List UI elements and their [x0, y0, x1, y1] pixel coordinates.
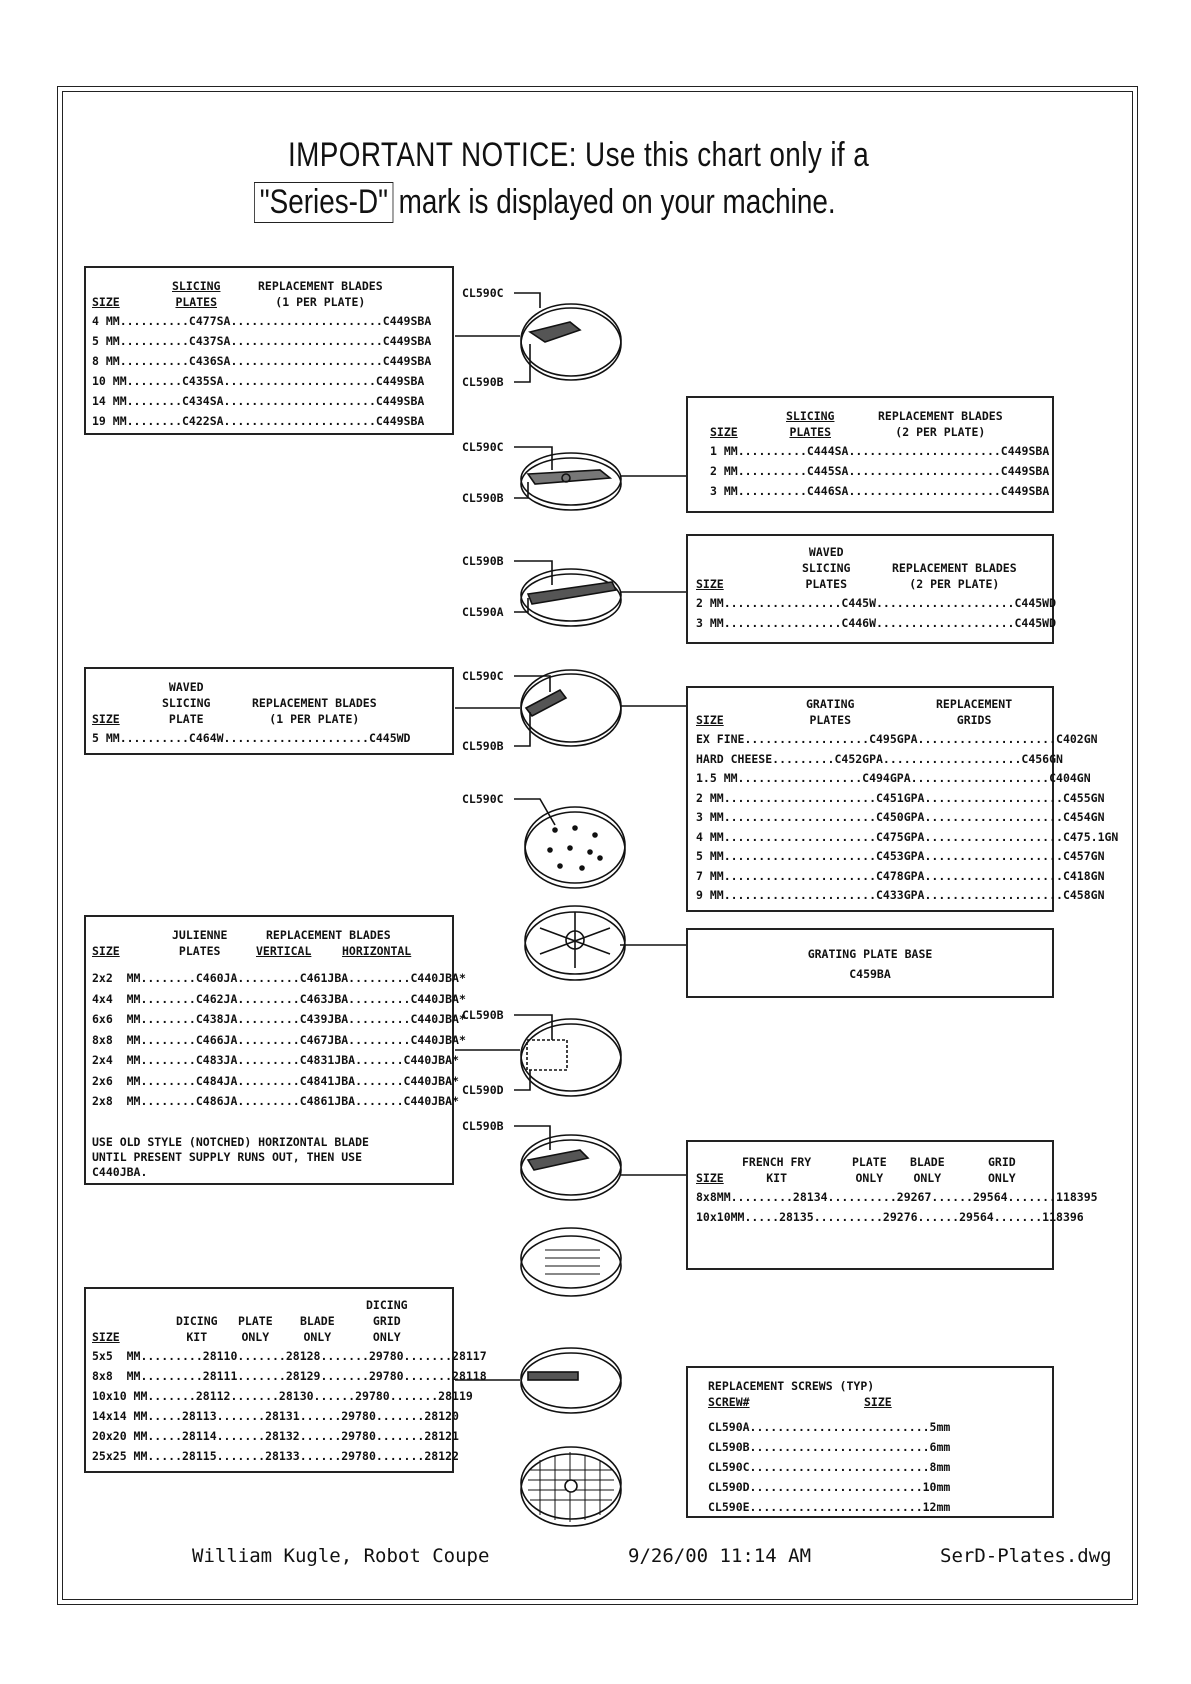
header-size: SIZE: [710, 425, 738, 439]
table-row: 14 MM........C434SA......................C449SBA: [92, 394, 425, 408]
header-size: SIZE: [92, 944, 120, 958]
header-blade: BLADE ONLY: [300, 1314, 335, 1344]
header-plates: JULIENNE PLATES: [172, 928, 228, 958]
table-row: 10x10MM.....28135..........29276......29564.......118396: [696, 1210, 1084, 1224]
footer-filename: SerD-Plates.dwg: [940, 1545, 1112, 1567]
julienne-plates-panel: [84, 915, 466, 1185]
header-plates: GRATING PLATES: [806, 697, 855, 727]
screws-panel: [686, 1366, 1054, 1518]
header-size: SIZE: [696, 713, 724, 727]
table-row: CL590B..........................6mm: [708, 1440, 951, 1454]
header-grids: REPLACEMENT GRIDS: [936, 697, 1013, 727]
table-row: EX FINE..................C495GPA....................C402GN: [696, 732, 1098, 746]
dicing-panel: [84, 1287, 487, 1473]
table-row: 1 MM..........C444SA......................C449SBA: [710, 444, 1050, 458]
label-cl590b: CL590B: [462, 491, 504, 505]
header-kit: DICING KIT: [176, 1314, 218, 1344]
table-row: 4 MM..........C477SA......................C449SBA: [92, 314, 432, 328]
table-row: 2x8 MM........C486JA.........C4861JBA.......C440JBA*: [92, 1094, 459, 1108]
header-size: SIZE: [864, 1395, 892, 1409]
waved-slicing-panel: [686, 534, 1057, 644]
waved-slicing-1-panel: [84, 667, 454, 755]
table-row: 8 MM..........C436SA......................C449SBA: [92, 354, 432, 368]
table-row: 25x25 MM.....28115.......28133......29780.......28122: [92, 1449, 459, 1463]
table-row: CL590C..........................8mm: [708, 1460, 951, 1474]
grating-plates-panel: [686, 686, 1119, 912]
slicing-plates-2-panel: [686, 396, 1054, 513]
table-row: 3 MM.................C446W....................C445WD: [696, 616, 1057, 630]
table-row: 19 MM........C422SA......................C449SBA: [92, 414, 425, 428]
table-row: CL590D.........................10mm: [708, 1480, 951, 1494]
label-cl590b: CL590B: [462, 1008, 504, 1022]
table-row: 2 MM......................C451GPA....................C455GN: [696, 790, 1105, 805]
header-blades: REPLACEMENT BLADES (2 PER PLATE): [878, 409, 1003, 439]
header-blades: REPLACEMENT BLADES (1 PER PLATE): [258, 279, 383, 309]
table-row: 2 MM.................C445W....................C445WD: [696, 596, 1057, 610]
header-blade: BLADE ONLY: [910, 1155, 945, 1185]
table-row: 8x8MM.........28134..........29267......29564.......118395: [696, 1190, 1098, 1204]
french-fry-panel: [686, 1140, 1098, 1270]
table-row: 2x2 MM........C460JA.........C461JBA.........C440JBA*: [92, 971, 466, 985]
table-row: 4x4 MM........C462JA.........C463JBA.........C440JBA*: [92, 991, 466, 1006]
table-row: 7 MM......................C478GPA....................C418GN: [696, 868, 1105, 883]
header-kit: FRENCH FRY KIT: [742, 1155, 812, 1185]
header-blades: REPLACEMENT BLADES (1 PER PLATE): [252, 696, 377, 726]
grating-base-panel: [686, 928, 1054, 998]
notice-title: IMPORTANT NOTICE: Use this chart only if a: [288, 136, 870, 174]
table-row: HARD CHEESE.........C452GPA....................C456GN: [696, 751, 1063, 766]
julienne-note: USE OLD STYLE (NOTCHED) HORIZONTAL BLADE UNTIL PRESENT SUPPLY RUNS OUT, THEN USE C440JBA.: [92, 1135, 369, 1179]
slicing-plates-panel: [84, 266, 454, 435]
table-row: 6x6 MM........C438JA.........C439JBA.........C440JBA*: [92, 1012, 466, 1026]
table-row: 10x10 MM.......28112.......28130......29780.......28119: [92, 1389, 473, 1403]
label-cl590c: CL590C: [462, 669, 504, 683]
header-blades: REPLACEMENT BLADES (2 PER PLATE): [892, 561, 1017, 591]
table-row: 2 MM..........C445SA......................C449SBA: [710, 464, 1050, 478]
header-vertical: VERTICAL: [256, 944, 312, 958]
label-cl590c: CL590C: [462, 286, 504, 300]
series-d-mark: "Series-D": [254, 182, 394, 223]
footer-datetime: 9/26/00 11:14 AM: [628, 1545, 812, 1567]
header-grid: DICING GRID ONLY: [366, 1298, 408, 1344]
header-grid: GRID ONLY: [988, 1155, 1016, 1185]
label-cl590c: CL590C: [462, 440, 504, 454]
table-row: 5 MM..........C437SA......................C449SBA: [92, 334, 432, 348]
footer-author: William Kugle, Robot Coupe: [192, 1545, 490, 1567]
table-row: 1.5 MM..................C494GPA....................C404GN: [696, 771, 1091, 785]
label-cl590c: CL590C: [462, 792, 504, 806]
grating-base-part: C459BA: [849, 967, 891, 981]
header-plates: SLICING PLATES: [786, 409, 835, 439]
table-row: 14x14 MM.....28113.......28131......29780.......28120: [92, 1409, 459, 1423]
label-cl590b: CL590B: [462, 739, 504, 753]
header-plates: SLICING PLATES: [172, 279, 221, 309]
header-blades: REPLACEMENT BLADES: [266, 928, 391, 942]
table-row: 10 MM........C435SA......................C449SBA: [92, 374, 425, 388]
header-plate: PLATE ONLY: [238, 1314, 273, 1344]
table-row: 2x6 MM........C484JA.........C4841JBA.......C440JBA*: [92, 1073, 459, 1088]
header-plates: WAVED SLICING PLATE: [162, 680, 211, 726]
table-row: 2x4 MM........C483JA.........C4831JBA.......C440JBA*: [92, 1053, 459, 1067]
table-row: 5 MM......................C453GPA....................C457GN: [696, 849, 1105, 863]
label-cl590d: CL590D: [462, 1083, 504, 1097]
label-cl590b: CL590B: [462, 375, 504, 389]
header-size: SIZE: [92, 295, 120, 309]
table-row: 8x8 MM........C466JA.........C467JBA.........C440JBA*: [92, 1032, 466, 1047]
notice-rest: mark is displayed on your machine.: [398, 183, 836, 221]
table-row: 8x8 MM.........28111.......28129.......29780.......28118: [92, 1369, 487, 1383]
header-plate: PLATE ONLY: [852, 1155, 887, 1185]
header-size: SIZE: [92, 1330, 120, 1344]
header-plates: WAVED SLICING PLATES: [802, 545, 851, 591]
table-row: 3 MM..........C446SA......................C449SBA: [710, 484, 1050, 498]
table-row: 5 MM..........C464W.....................C445WD: [92, 731, 411, 745]
header-horizontal: HORIZONTAL: [342, 944, 412, 958]
header-size: SIZE: [696, 577, 724, 591]
label-cl590a: CL590A: [462, 605, 504, 619]
label-cl590b: CL590B: [462, 554, 504, 568]
header-screw: SCREW#: [708, 1395, 750, 1409]
table-row: 4 MM......................C475GPA....................C475.1GN: [696, 829, 1119, 844]
header-size: SIZE: [696, 1171, 724, 1185]
table-row: 3 MM......................C450GPA....................C454GN: [696, 810, 1105, 824]
table-row: 9 MM......................C433GPA....................C458GN: [696, 888, 1105, 902]
table-row: 5x5 MM.........28110.......28128.......29780.......28117: [92, 1349, 487, 1363]
table-row: CL590E.........................12mm: [708, 1500, 951, 1514]
table-row: 20x20 MM.....28114.......28132......29780.......28121: [92, 1429, 459, 1443]
grating-base-title: GRATING PLATE BASE: [807, 947, 933, 961]
label-cl590b: CL590B: [462, 1119, 504, 1133]
table-row: CL590A..........................5mm: [708, 1420, 951, 1434]
screws-title: REPLACEMENT SCREWS (TYP): [708, 1379, 875, 1393]
header-size: SIZE: [92, 712, 120, 726]
